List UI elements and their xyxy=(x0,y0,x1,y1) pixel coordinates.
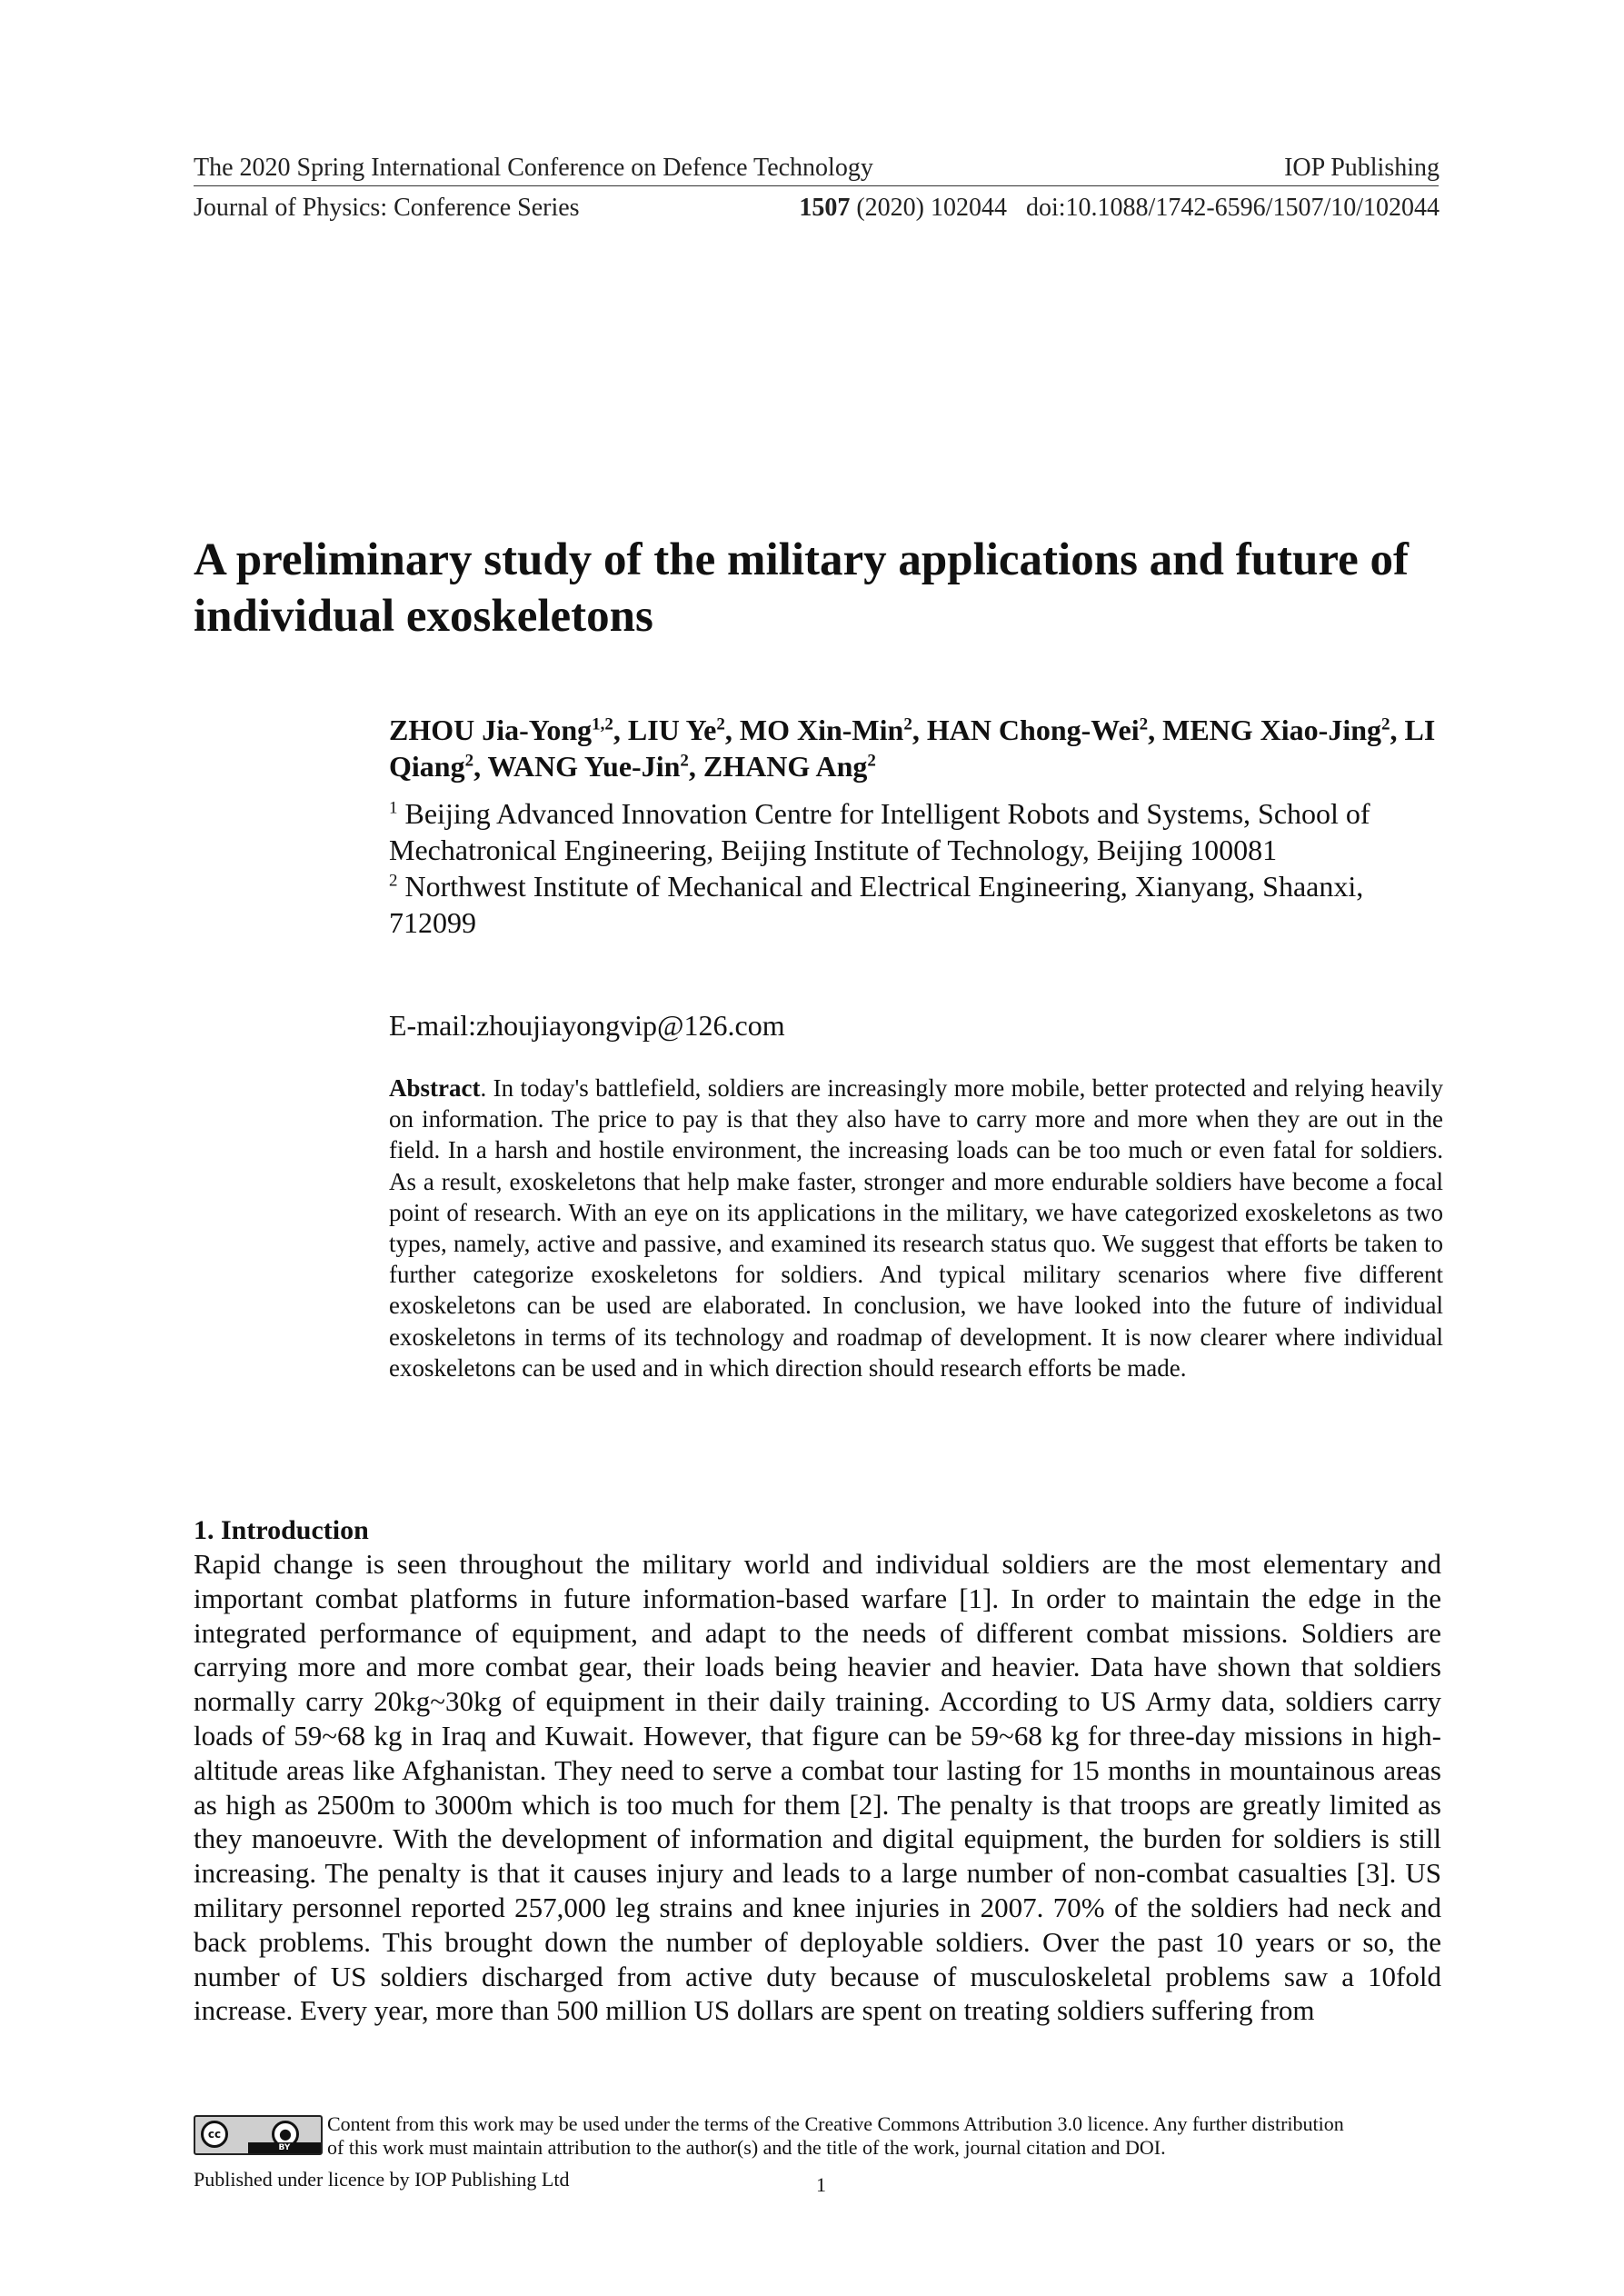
author-affiliation-marker: 2 xyxy=(1381,714,1390,734)
conference-name: The 2020 Spring International Conference on Defence Technology xyxy=(194,154,873,182)
citation-line xyxy=(799,193,1440,224)
author-affiliation-marker: 2 xyxy=(464,751,474,771)
doi-text: doi:10.1088/1742-6596/1507/10/102044 xyxy=(1026,194,1440,222)
author-name: LI Qiang xyxy=(389,714,1436,783)
author-name: ZHOU Jia-Yong xyxy=(389,714,593,746)
licence-text xyxy=(327,2112,1450,2160)
author-name: HAN Chong-Wei xyxy=(926,714,1140,746)
cc-by-licence-badge xyxy=(194,2115,323,2155)
affiliation-number: 2 xyxy=(389,871,398,891)
by-label: BY xyxy=(248,2142,321,2153)
affiliation-item xyxy=(389,868,1443,941)
section-heading-introduction: 1. Introduction xyxy=(194,1515,369,1545)
licence-line-1: Content from this work may be used under the terms of the Creative Commons Attribution 3.0 licence. Any further distribution xyxy=(327,2112,1344,2135)
journal-name: Journal of Physics: Conference Series xyxy=(194,194,580,222)
cc-icon: cc xyxy=(201,2121,228,2148)
affiliation-number: 1 xyxy=(389,798,398,818)
author-name: MO Xin-Min xyxy=(739,714,904,746)
paper-title: A preliminary study of the military applications and future of individual exoskeletons xyxy=(194,534,1409,642)
volume-number: 1507 xyxy=(799,194,851,222)
publisher-name: IOP Publishing xyxy=(1284,154,1440,182)
abstract-label: Abstract xyxy=(389,1074,481,1102)
author-list: ZHOU Jia-Yong$^{1,2}$, LIU Ye$^2$, MO Xin-Min$^2$, HAN Chong-Wei$^2$, MENG Xiao-Jing$^2$, LI Qiang$^2$, WANG Yue-Jin$^2$, ZHANG Ang$^2$ xyxy=(389,714,1436,783)
author-name: MENG Xiao-Jing xyxy=(1162,714,1381,746)
publisher-licence-note: Published under licence by IOP Publishing Ltd xyxy=(194,2168,570,2191)
author-affiliation-marker: 2 xyxy=(716,714,725,734)
introduction-text: Rapid change is seen throughout the military world and individual soldiers are the most elementary and important combat platforms in future information-based warfare [1]. In order to maintain the edge in the integrated performance of equipment, and adapt to the needs of different combat missions. Soldiers are carrying more and more combat gear, their loads being heavier and heavier. Data have shown that soldiers normally carry 20kg~30kg of equipment in their daily training. According to US Army data, soldiers carry loads of 59~68 kg in Iraq and Kuwait. However, that figure can be 59~68 kg for three-day missions in high-altitude areas like Afghanistan. They need to serve a combat tour lasting for 15 months in mountainous areas as high as 2500m to 3000m which is too much for them [2]. The penalty is that troops are greatly limited as they manoeuvre. With the development of information and digital equipment, the burden for soldiers is still increasing. The penalty is that it causes injury and leads to a large number of non-combat casualties [3]. US military personnel reported 257,000 leg strains and knee injuries in 2007. 70% of the soldiers had neck and back problems. This brought down the number of deployable soldiers. Over the past 10 years or so, the number of US soldiers discharged from active duty because of musculoskeletal problems saw a 10fold increase. Every year, more than 500 million US dollars are spent on treating soldiers suffering from xyxy=(194,1548,1441,2027)
author-affiliation-marker: 2 xyxy=(680,751,689,771)
attribution-person-icon: ● xyxy=(272,2121,299,2148)
author-name: LIU Ye xyxy=(627,714,717,746)
author-name: WANG Yue-Jin xyxy=(487,750,681,783)
abstract xyxy=(389,1073,1443,1383)
author-affiliation-marker: 2 xyxy=(867,751,876,771)
author-name: ZHANG Ang xyxy=(702,750,868,783)
page-number: 1 xyxy=(816,2173,826,2196)
author-affiliation-marker: 2 xyxy=(903,714,912,734)
affiliation-text: Northwest Institute of Mechanical and Electrical Engineering, Xianyang, Shaanxi, 712099 xyxy=(389,870,1364,939)
abstract-text: . In today's battlefield, soldiers are increasingly more mobile, better protected and relying heavily on information. The price to pay is that they also have to carry more and more when they are out in the field. In a harsh and hostile environment, the increasing loads can be too much or even fatal for soldiers. As a result, exoskeletons that help make faster, stronger and more endurable soldiers have become a focal point of research. With an eye on its applications in the military, we have categorized exoskeletons as two types, namely, active and passive, and examined its research status quo. We suggest that efforts be taken to further categorize exoskeletons for soldiers. And typical military scenarios where five different exoskeletons can be used are elaborated. In conclusion, we have looked into the future of individual exoskeletons in terms of its technology and roadmap of development. It is now clearer where individual exoskeletons can be used and in which direction should research efforts be made. xyxy=(389,1074,1443,1382)
affiliation-item xyxy=(389,795,1443,868)
header-rule xyxy=(194,185,1439,186)
affiliation-list xyxy=(389,795,1443,941)
author-affiliation-marker: 2 xyxy=(1139,714,1149,734)
licence-line-2: of this work must maintain attribution to the author(s) and the title of the work, journal citation and DOI. xyxy=(327,2136,1166,2159)
contact-email: E-mail:zhoujiayongvip@126.com xyxy=(389,1009,785,1042)
affiliation-text: Beijing Advanced Innovation Centre for Intelligent Robots and Systems, School of Mechatronical Engineering, Beijing Institute of Technology, Beijing 100081 xyxy=(389,797,1370,866)
author-affiliation-marker: 1,2 xyxy=(592,714,613,734)
year-article: (2020) 102044 xyxy=(856,194,1007,222)
